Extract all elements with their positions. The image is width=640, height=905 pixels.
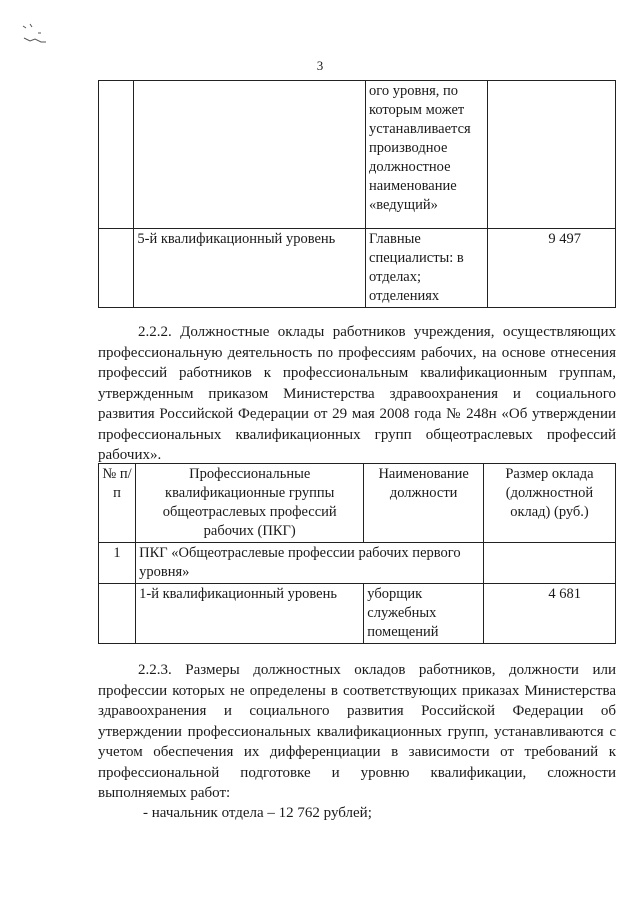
- table-cell-position: уборщик служебных помещений: [364, 584, 484, 644]
- header-num: № п/п: [99, 464, 136, 543]
- table-row: [99, 229, 616, 308]
- table-cell: [483, 543, 615, 584]
- paragraph-2-2-3: 2.2.3. Размеры должностных окладов работников, должности или профессии которых не определены в соответствующих приказах Министерства здравоохранения и социального развития Российской Федерации об утверждении профессиональных квалификационных групп, устанавливаются с учетом обеспечения их дифференциации в зависимости от требований к профессиональной подготовке и уровню квалификации, сложности выполняемых работ:: [98, 662, 616, 801]
- table-cell: [488, 81, 616, 229]
- table-cell-position: Главные специалисты: в отделах; отделениях: [366, 229, 488, 308]
- table-row: [99, 81, 616, 229]
- header-group: Профессиональные квалификационные группы общеотраслевых профессий рабочих (ПКГ): [136, 464, 364, 543]
- table-cell: [99, 584, 136, 644]
- table-row: [99, 543, 616, 584]
- header-position: Наименование должности: [364, 464, 484, 543]
- table-cell: [134, 81, 366, 229]
- table-cell-position: ого уровня, по которым может устанавливается производное должностное наименование «ведущий»: [366, 81, 488, 229]
- table-cell-salary: 9 497: [488, 229, 616, 308]
- table-cell: [99, 229, 134, 308]
- table-cell-num: 1: [99, 543, 136, 584]
- page-number: 3: [316, 58, 324, 73]
- table-cell-group: ПКГ «Общеотраслевые профессии рабочих первого уровня»: [136, 543, 484, 584]
- table-cell-group: 1-й квалификационный уровень: [136, 584, 364, 644]
- list-item: - начальник отдела – 12 762 рублей;: [143, 805, 372, 821]
- scan-mark: [20, 22, 64, 52]
- table-cell: [99, 81, 134, 229]
- header-salary: Размер оклада (должностной оклад) (руб.): [483, 464, 615, 543]
- table-cell-salary: 4 681: [483, 584, 615, 644]
- table-row: [99, 584, 616, 644]
- table-cell-group: 5-й квалификационный уровень: [134, 229, 366, 308]
- salary-table-continued: [98, 80, 616, 308]
- table-header-row: [99, 464, 616, 543]
- salary-table-workers: [98, 463, 616, 644]
- paragraph-2-2-2: 2.2.2. Должностные оклады работников учреждения, осуществляющих профессиональную деятельность по профессиям рабочих, на основе отнесения профессий работников к профессиональным квалификационным группам, утвержденным приказом Министерства здравоохранения и социального развития Российской Федерации от 29 мая 2008 года № 248н «Об утверждении профессиональных квалификационных групп общеотраслевых профессий рабочих».: [98, 324, 616, 463]
